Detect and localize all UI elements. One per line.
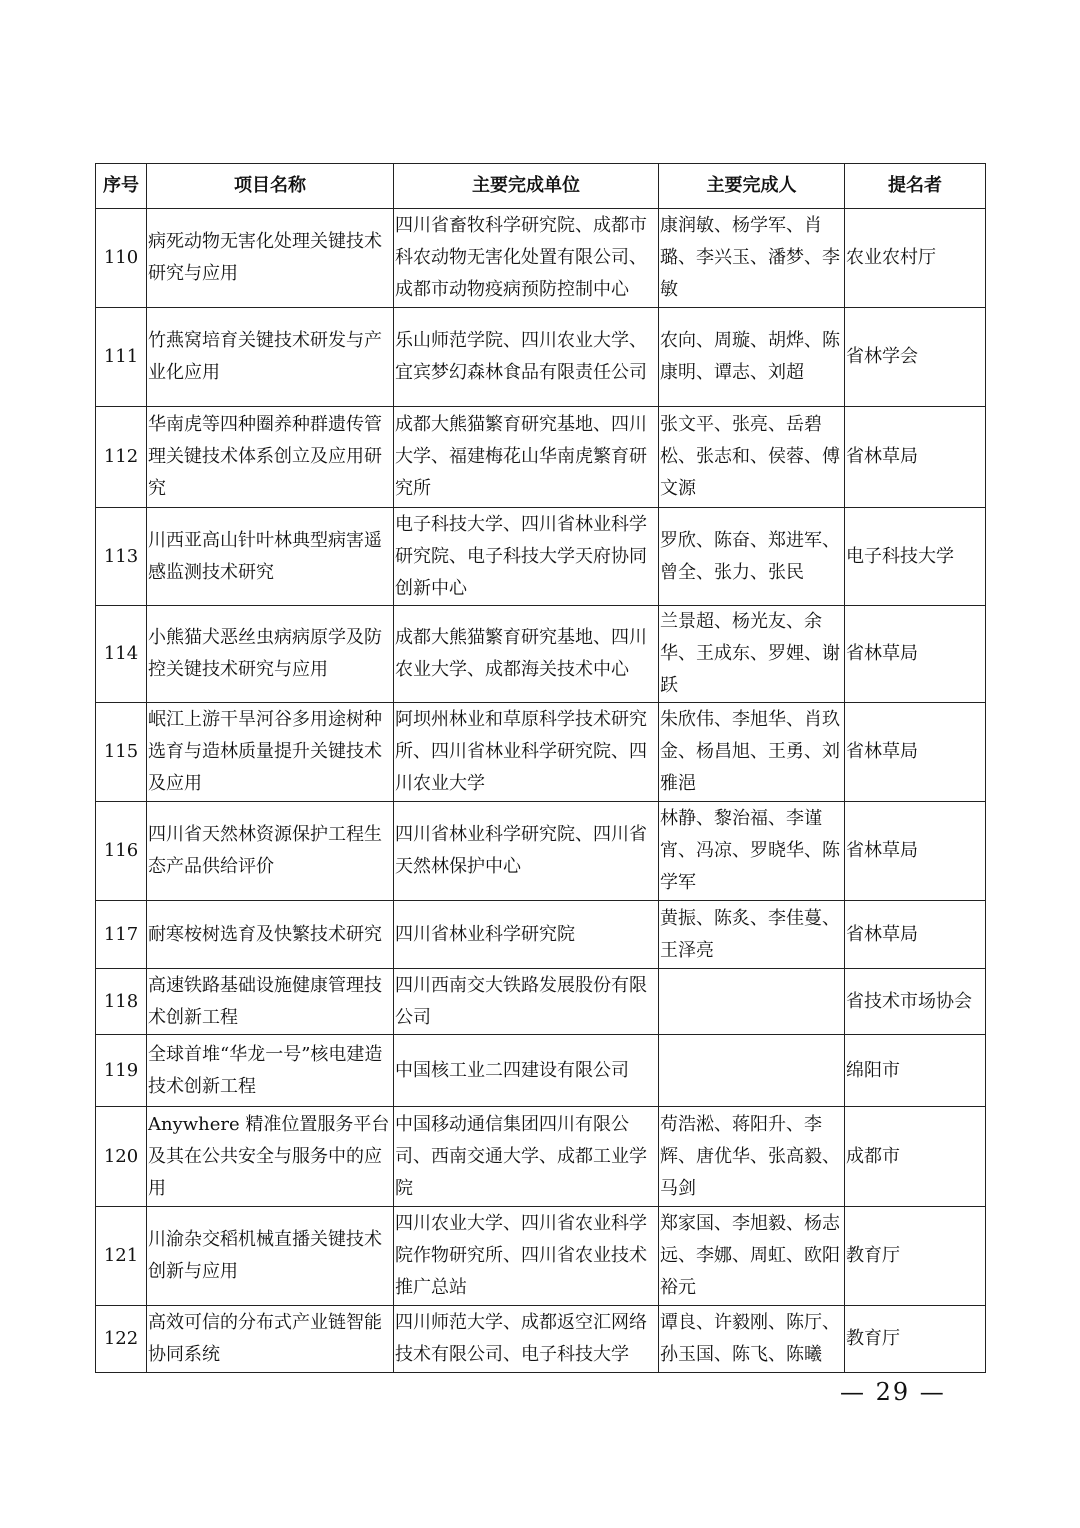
cell-nominator: 省林草局	[845, 802, 986, 901]
cell-unit: 成都大熊猫繁育研究基地、四川农业大学、成都海关技术中心	[394, 606, 659, 703]
table-row	[96, 407, 986, 508]
cell-unit: 四川师范大学、成都返空汇网络技术有限公司、电子科技大学	[394, 1306, 659, 1373]
cell-no: 118	[96, 969, 147, 1035]
cell-project: 小熊猫犬恶丝虫病病原学及防控关键技术研究与应用	[147, 606, 394, 703]
cell-nominator: 省林草局	[845, 703, 986, 802]
cell-no: 111	[96, 308, 147, 407]
cell-project: 高效可信的分布式产业链智能协同系统	[147, 1306, 394, 1373]
cell-unit: 四川省林业科学研究院	[394, 901, 659, 969]
cell-project: 耐寒桉树选育及快繁技术研究	[147, 901, 394, 969]
cell-people: 兰景超、杨光友、余华、王成东、罗娌、谢跃	[659, 606, 845, 703]
cell-nominator: 绵阳市	[845, 1035, 986, 1107]
cell-no: 122	[96, 1306, 147, 1373]
cell-no: 120	[96, 1107, 147, 1207]
cell-no: 115	[96, 703, 147, 802]
table-row	[96, 1107, 986, 1207]
cell-people: 朱欣伟、李旭华、肖玖金、杨昌旭、王勇、刘雅浥	[659, 703, 845, 802]
cell-unit: 中国核工业二四建设有限公司	[394, 1035, 659, 1107]
cell-unit: 成都大熊猫繁育研究基地、四川大学、福建梅花山华南虎繁育研究所	[394, 407, 659, 508]
table-row	[96, 308, 986, 407]
cell-nominator: 省技术市场协会	[845, 969, 986, 1035]
table-row	[96, 508, 986, 606]
cell-nominator: 省林草局	[845, 407, 986, 508]
table-row	[96, 1207, 986, 1306]
cell-nominator: 教育厅	[845, 1306, 986, 1373]
cell-no: 121	[96, 1207, 147, 1306]
cell-no: 110	[96, 209, 147, 308]
cell-people: 罗欣、陈奋、郑进军、曾全、张力、张民	[659, 508, 845, 606]
award-table	[95, 163, 986, 1373]
cell-unit: 阿坝州林业和草原科学技术研究所、四川省林业科学研究院、四川农业大学	[394, 703, 659, 802]
cell-no: 113	[96, 508, 147, 606]
cell-project: 华南虎等四种圈养种群遗传管理关键技术体系创立及应用研究	[147, 407, 394, 508]
table-header-row	[96, 164, 986, 209]
table-row	[96, 703, 986, 802]
cell-people	[659, 969, 845, 1035]
header-nominator: 提名者	[845, 164, 986, 209]
cell-unit: 乐山师范学院、四川农业大学、宜宾梦幻森林食品有限责任公司	[394, 308, 659, 407]
table-row	[96, 209, 986, 308]
cell-nominator: 教育厅	[845, 1207, 986, 1306]
cell-nominator: 省林草局	[845, 606, 986, 703]
cell-project: 高速铁路基础设施健康管理技术创新工程	[147, 969, 394, 1035]
cell-project: 川渝杂交稻机械直播关键技术创新与应用	[147, 1207, 394, 1306]
table-row	[96, 606, 986, 703]
cell-project: 病死动物无害化处理关键技术研究与应用	[147, 209, 394, 308]
cell-no: 117	[96, 901, 147, 969]
table-row	[96, 1306, 986, 1373]
table-row	[96, 969, 986, 1035]
cell-unit: 中国移动通信集团四川有限公司、西南交通大学、成都工业学院	[394, 1107, 659, 1207]
cell-no: 112	[96, 407, 147, 508]
cell-no: 114	[96, 606, 147, 703]
page-number: — 29 —	[840, 1378, 946, 1406]
cell-nominator: 农业农村厅	[845, 209, 986, 308]
cell-people: 林静、黎治福、李谨宵、冯凉、罗晓华、陈学军	[659, 802, 845, 901]
table-row	[96, 1035, 986, 1107]
cell-project: 竹燕窝培育关键技术研发与产业化应用	[147, 308, 394, 407]
cell-unit: 四川西南交大铁路发展股份有限公司	[394, 969, 659, 1035]
cell-project: 全球首堆“华龙一号”核电建造技术创新工程	[147, 1035, 394, 1107]
cell-nominator: 省林草局	[845, 901, 986, 969]
table-row	[96, 901, 986, 969]
award-table-container	[95, 163, 985, 1373]
cell-nominator: 电子科技大学	[845, 508, 986, 606]
cell-project: 四川省天然林资源保护工程生态产品供给评价	[147, 802, 394, 901]
cell-unit: 四川省畜牧科学研究院、成都市科农动物无害化处置有限公司、成都市动物疫病预防控制中心	[394, 209, 659, 308]
cell-unit: 四川农业大学、四川省农业科学院作物研究所、四川省农业技术推广总站	[394, 1207, 659, 1306]
cell-people: 苟浩淞、蒋阳升、李辉、唐优华、张高毅、马剑	[659, 1107, 845, 1207]
header-project: 项目名称	[147, 164, 394, 209]
cell-project: 岷江上游干旱河谷多用途树种选育与造林质量提升关键技术及应用	[147, 703, 394, 802]
header-people: 主要完成人	[659, 164, 845, 209]
cell-people: 张文平、张亮、岳碧松、张志和、侯蓉、傅文源	[659, 407, 845, 508]
cell-nominator: 省林学会	[845, 308, 986, 407]
cell-project: 川西亚高山针叶林典型病害遥感监测技术研究	[147, 508, 394, 606]
cell-people: 黄振、陈炙、李佳蔓、王泽亮	[659, 901, 845, 969]
cell-nominator: 成都市	[845, 1107, 986, 1207]
cell-people: 农向、周璇、胡烨、陈康明、谭志、刘超	[659, 308, 845, 407]
cell-unit: 电子科技大学、四川省林业科学研究院、电子科技大学天府协同创新中心	[394, 508, 659, 606]
cell-project: Anywhere 精准位置服务平台及其在公共安全与服务中的应用	[147, 1107, 394, 1207]
table-row	[96, 802, 986, 901]
cell-people: 康润敏、杨学军、肖璐、李兴玉、潘梦、李敏	[659, 209, 845, 308]
cell-people: 郑家国、李旭毅、杨志远、李娜、周虹、欧阳裕元	[659, 1207, 845, 1306]
header-no: 序号	[96, 164, 147, 209]
cell-no: 119	[96, 1035, 147, 1107]
cell-people	[659, 1035, 845, 1107]
cell-people: 谭良、许毅刚、陈厅、孙玉国、陈飞、陈曦	[659, 1306, 845, 1373]
cell-no: 116	[96, 802, 147, 901]
cell-unit: 四川省林业科学研究院、四川省天然林保护中心	[394, 802, 659, 901]
table-body	[96, 209, 986, 1373]
header-unit: 主要完成单位	[394, 164, 659, 209]
